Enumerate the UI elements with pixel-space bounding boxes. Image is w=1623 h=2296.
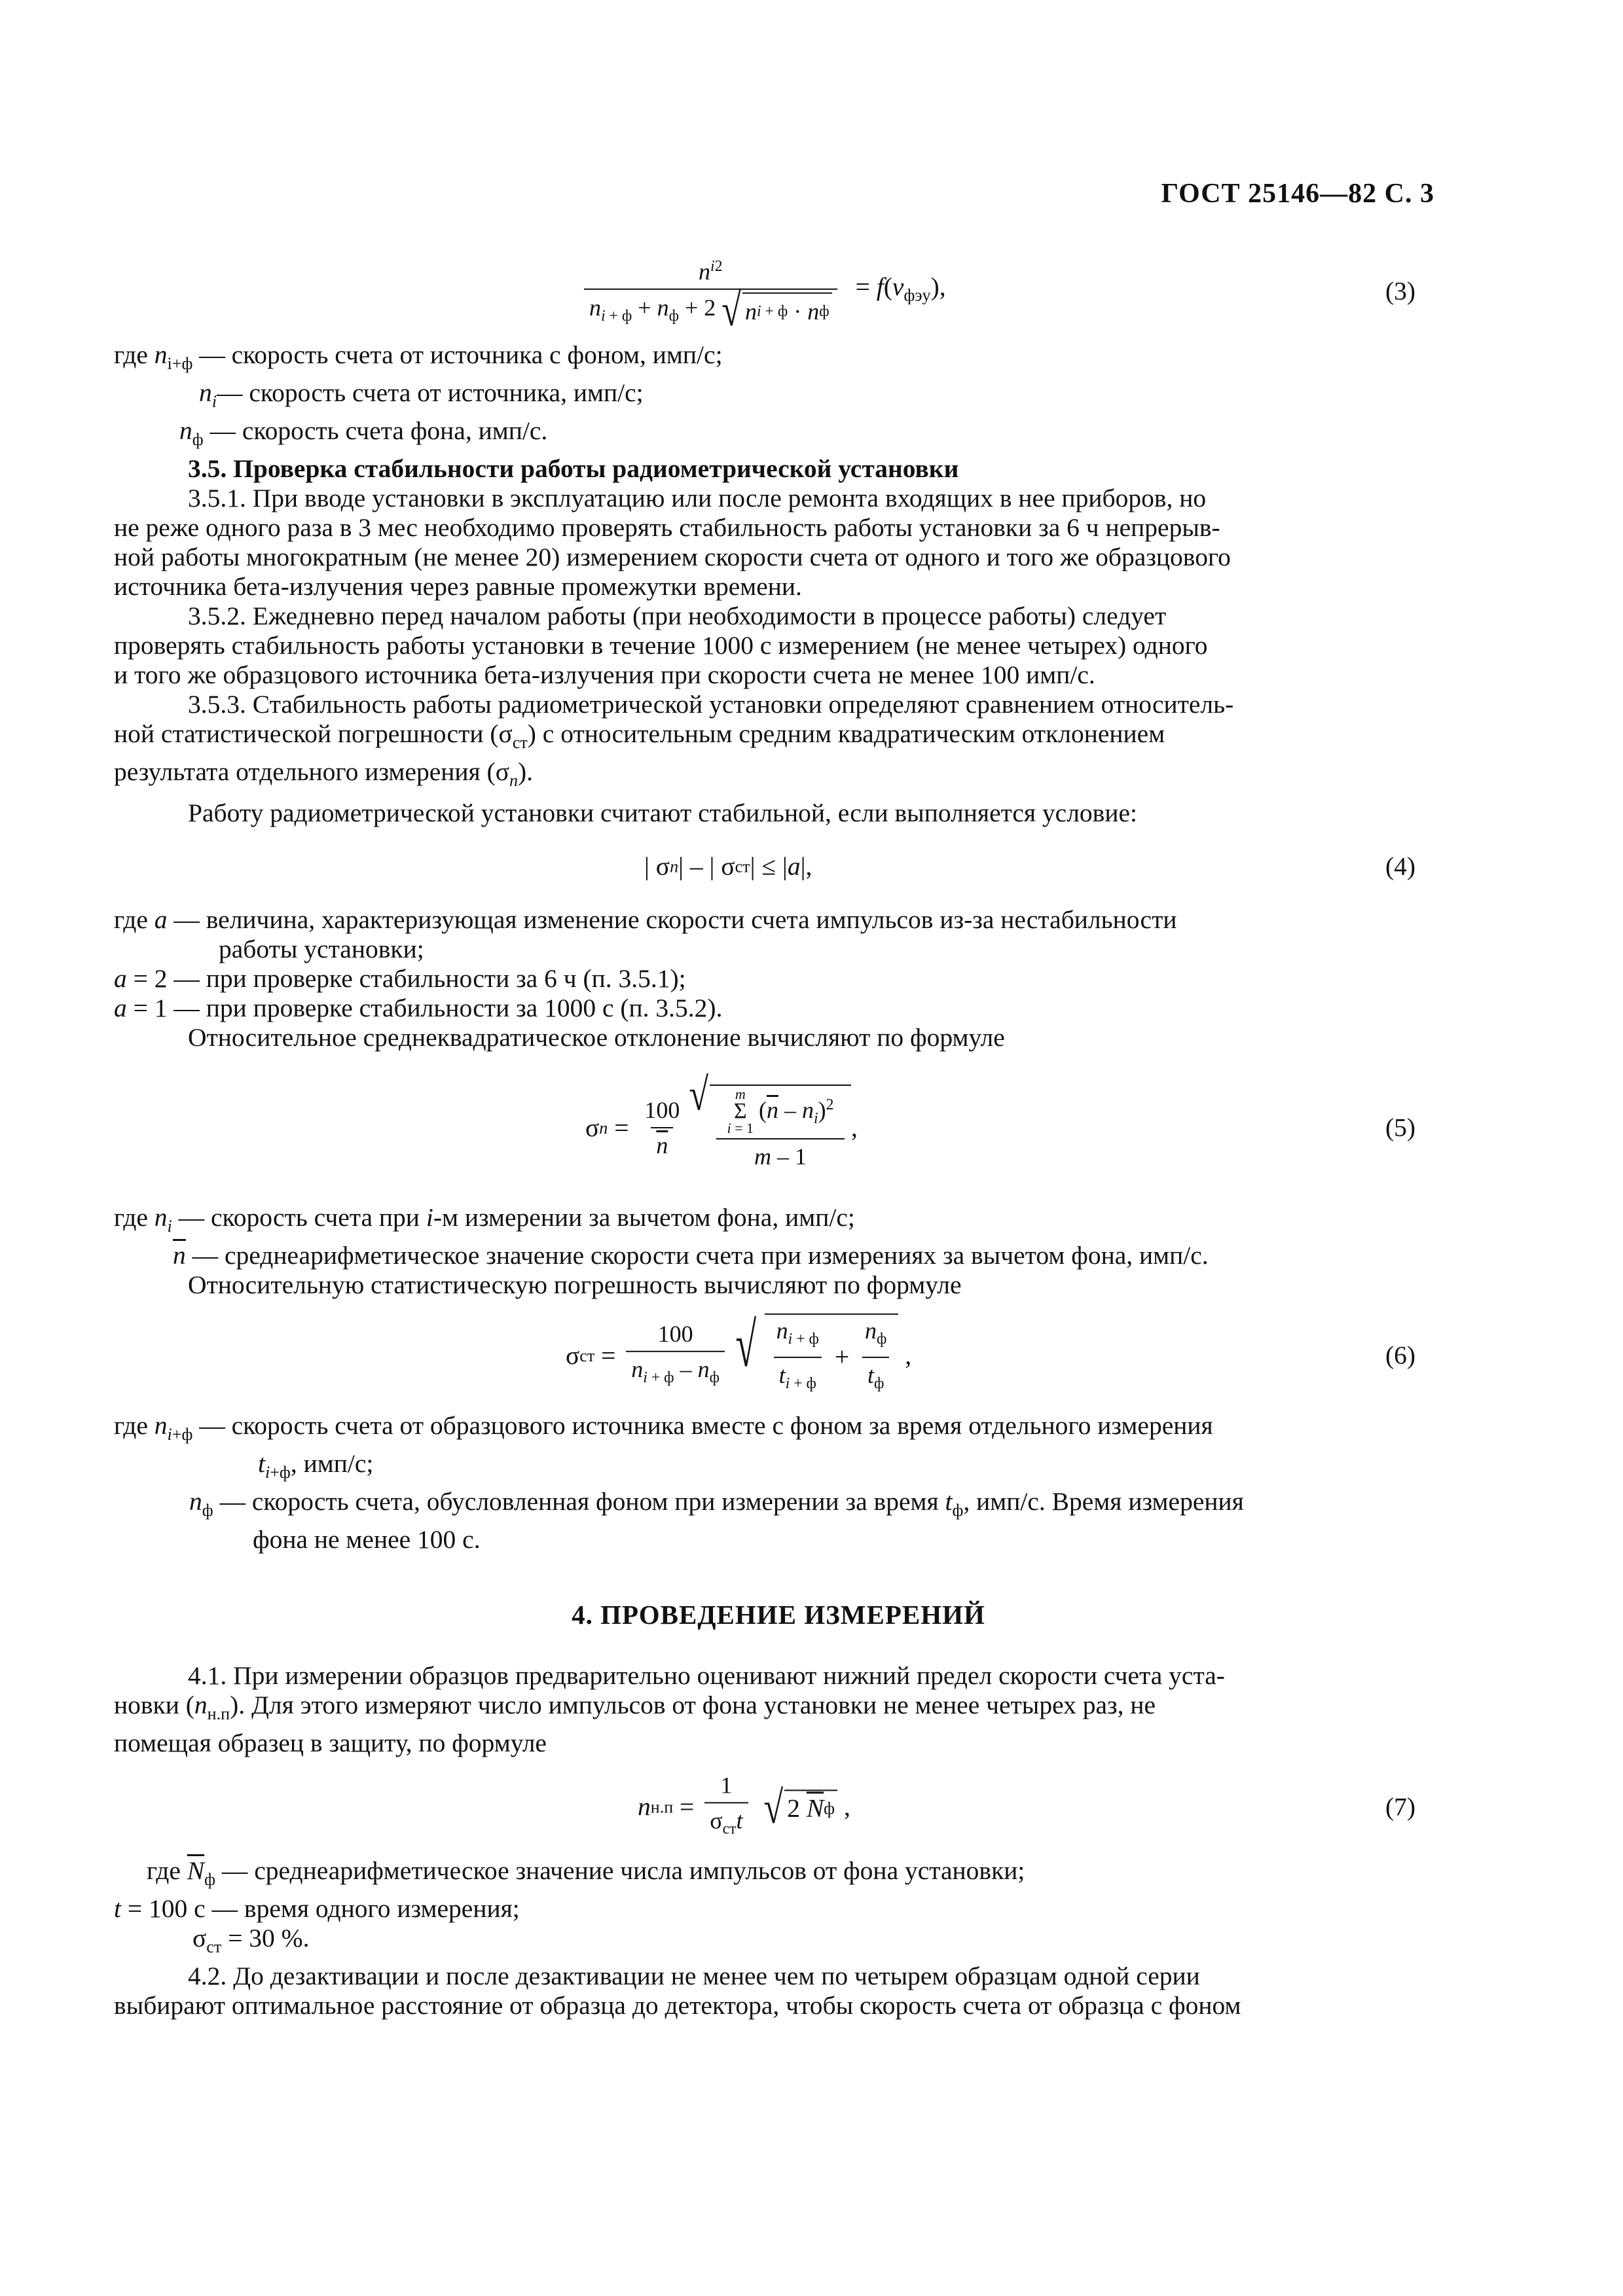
- formula-3: $n^{i2}$ $n_{i + ф} + n_ф + 2$ √ n i + ф · n ф = $f(v_{фэу})$, (3): [114, 249, 1443, 334]
- para-3-5-3-line-1: 3.5.3. Стабильность работы радиометрической установки определяют сравнением относитель-: [188, 689, 1234, 719]
- para-3-5-2-line-1: 3.5.2. Ежедневно перед началом работы (при необходимости в процессе работы) следует: [188, 601, 1167, 630]
- para-3-5-1-line-3: ной работы многократным (не менее 20) измерением скорости счета от одного и того же образцового: [114, 542, 1231, 571]
- para-4-1-line-1: 4.1. При измерении образцов предварительно оценивают нижний предел скорости счета уста-: [188, 1661, 1225, 1691]
- definition-n-i-f-sample-cont: $t_{i+ф}$, имп/с;: [258, 1449, 374, 1482]
- para-3-5-1-line-2: не реже одного раза в 3 мес необходимо проверять стабильность работы установки за 6 ч непрерыв-: [114, 512, 1220, 542]
- definition-n-mean-background: где $\overline{N}_ф$ — среднеарифметическое значение числа импульсов от фона установки;: [147, 1856, 1025, 1889]
- para-3-5-1-line-4: источника бета-излучения через равные промежутки времени.: [114, 571, 802, 601]
- definition-sigma-st: $\sigma_{ст} = 30$ %.: [192, 1923, 310, 1956]
- para-stat-error-intro: Относительную статистическую погрешность вычисляют по формуле: [188, 1270, 962, 1300]
- section-4-title: 4. ПРОВЕДЕНИЕ ИЗМЕРЕНИЙ: [572, 1600, 985, 1630]
- page-content: [114, 249, 1443, 2020]
- page-header: ГОСТ 25146—82 С. 3: [1161, 179, 1434, 209]
- formula-4: | σ n | – | σ ст | ≤ | a |, (4): [644, 852, 1415, 881]
- formula-5-number: (5): [1385, 1113, 1415, 1142]
- formula-6-number: (6): [1385, 1340, 1415, 1370]
- para-3-5-2-line-2: проверять стабильность работы установки в течение 1000 с измерением (не менее четырех) одного: [114, 630, 1208, 660]
- para-3-5-1-line-1: 3.5.1. При вводе установки в эксплуатацию или после ремонта входящих в нее приборов, но: [188, 483, 1207, 512]
- para-4-1-line-2: новки $(n_{н.п})$. Для этого измеряют число импульсов от фона установки не менее четырех раз, не: [114, 1691, 1156, 1723]
- para-4-1-line-3: помещая образец в защиту, по формуле: [114, 1728, 547, 1757]
- definition-n-i-measurement: где $n_i$ — скорость счета при i-м измерении за вычетом фона, имп/с;: [114, 1203, 855, 1236]
- definition-n-f: $n_ф$ — скорость счета фона, имп/с.: [179, 416, 548, 449]
- definition-t: t = 100 с — время одного измерения;: [114, 1893, 520, 1923]
- para-4-2-line-2: выбирают оптимальное расстояние от образца до детектора, чтобы скорость счета от образца с фоном: [114, 1990, 1241, 2020]
- definition-a: где a — величина, характеризующая изменение скорости счета импульсов из-за нестабильности: [114, 905, 1177, 935]
- formula-7: n н.п = $\frac{1}{\sigma_{ст}t}$ √ 2 $\overline{N}$ ф , (7): [114, 1758, 1443, 1856]
- formula-7-number: (7): [1385, 1792, 1415, 1821]
- definition-n-i: $n_i—$ скорость счета от источника, имп/с;: [199, 378, 644, 411]
- definition-a-2: a = 2 — при проверке стабильности за 6 ч (п. 3.5.1);: [114, 964, 686, 994]
- para-std-deviation-intro: Относительное среднеквадратическое отклонение вычисляют по формуле: [188, 1023, 1005, 1052]
- formula-5: σ n = $\frac{100}{n}$ √ m Σ i = 1 $(\overline{n} - n_i)^2$ m – 1 , (5): [585, 1069, 1415, 1170]
- definition-n-f-background: $n_ф$ — скорость счета, обусловленная фоном при измерении за время $t_ф$, имп/с. Время измерения: [189, 1487, 1244, 1520]
- definition-a-1: a = 1 — при проверке стабильности за 1000 с (п. 3.5.2).: [114, 994, 723, 1023]
- para-4-2-line-1: 4.2. До дезактивации и после дезактивации не менее чем по четырем образцам одной серии: [188, 1961, 1200, 1990]
- formula-3-number: (3): [1385, 276, 1415, 306]
- definition-n-f-background-cont: фона не менее 100 с.: [253, 1525, 481, 1554]
- definition-a-cont: работы установки;: [219, 935, 424, 964]
- definition-n-mean: $\overline{n}$ — среднеарифметическое значение скорости счета при измерениях за вычетом фона, имп/с.: [173, 1241, 1209, 1270]
- definition-n-i-f-sample: где $n_{i+ф}$ — скорость счета от образцового источника вместе с фоном за время отдельного измерения: [114, 1411, 1213, 1444]
- para-3-5-3-line-2: ной статистической погрешности $(\sigma_{ст})$ с относительным средним квадратическим отклонением: [114, 719, 1165, 752]
- definition-n-i-f: где $n_{i+ф}$ — скорость счета от источника с фоном, имп/с;: [114, 340, 723, 373]
- para-3-5-3-line-3: результата отдельного измерения $(\sigma_n)$.: [114, 757, 534, 790]
- formula-4-number: (4): [1385, 852, 1415, 881]
- section-3-5-title: 3.5. Проверка стабильности работы радиометрической установки: [188, 454, 959, 483]
- para-3-5-2-line-3: и того же образцового источника бета-излучения при скорости счета не менее 100 имп/с.: [114, 660, 1095, 689]
- formula-6: σ ст = $\frac{100}{n_{i + ф} - n_ф}$ √ $\frac{n_{i + ф}}{t_{i + ф}}$ + $\frac{n_ф}{t_ф}$ , (6): [114, 1300, 1443, 1411]
- para-stability-condition: Работу радиометрической установки считают стабильной, если выполняется условие:: [188, 798, 1137, 828]
